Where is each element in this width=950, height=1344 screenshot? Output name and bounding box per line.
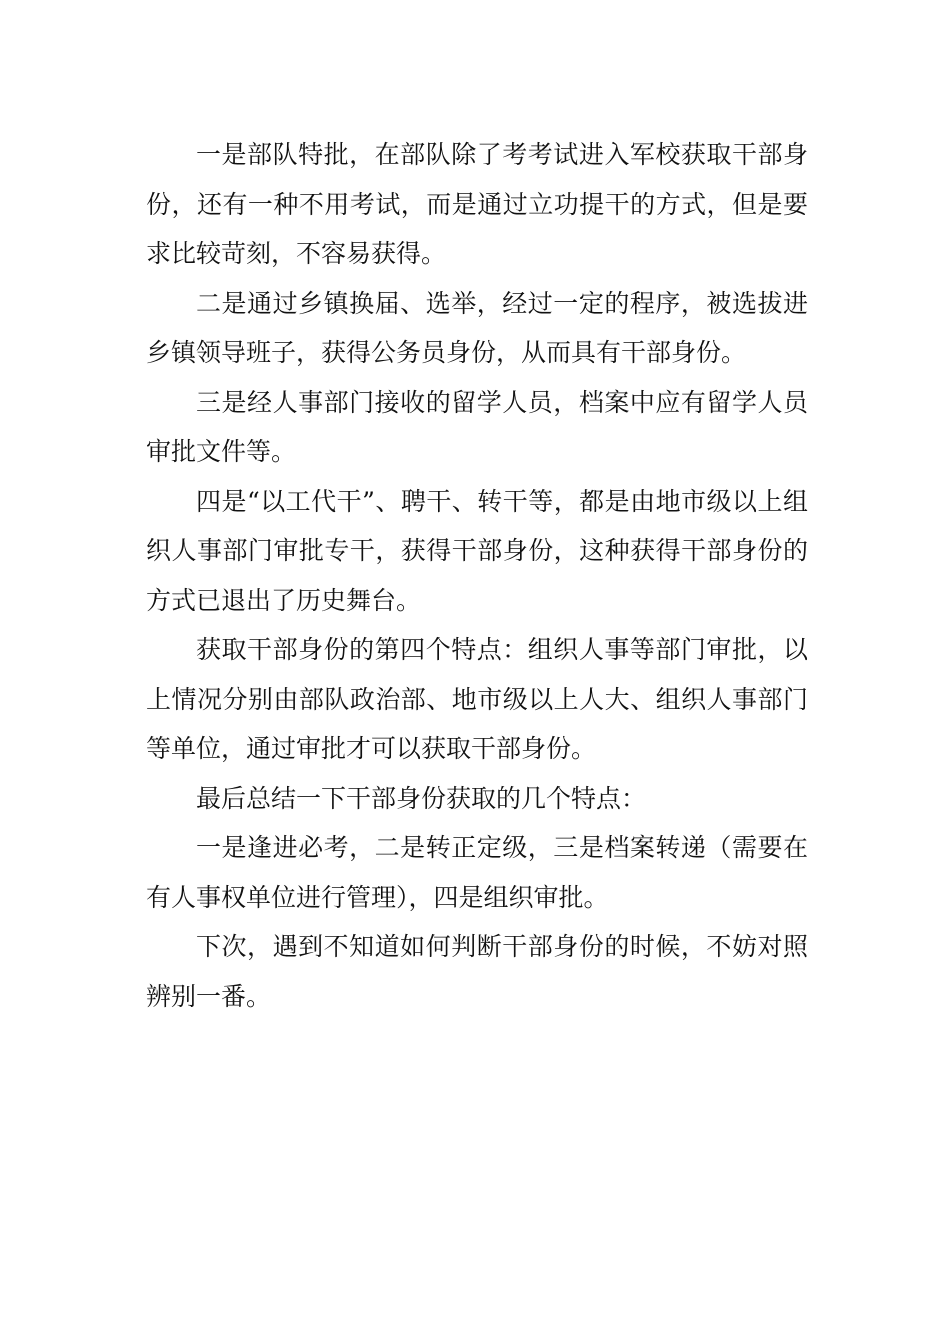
paragraph-2: 二是通过乡镇换届、选举，经过一定的程序，被选拔进乡镇领导班子，获得公务员身份，从而具有干部身份。 (146, 288, 808, 367)
paragraph-7: 一是逢进必考，二是转正定级，三是档案转递（需要在有人事权单位进行管理），四是组织审批。 (146, 833, 808, 912)
paragraph-4: 四是“以工代干”、聘干、转干等，都是由地市级以上组织人事部门审批专干，获得干部身份，这种获得干部身份的方式已退出了历史舞台。 (146, 486, 808, 615)
paragraph-8: 下次，遇到不知道如何判断干部身份的时候，不妨对照辨别一番。 (146, 932, 808, 1011)
paragraph-3: 三是经人事部门接收的留学人员，档案中应有留学人员审批文件等。 (146, 387, 808, 466)
document-body (146, 130, 808, 1021)
paragraph-5: 获取干部身份的第四个特点：组织人事等部门审批，以上情况分别由部队政治部、地市级以上人大、组织人事部门等单位，通过审批才可以获取干部身份。 (146, 635, 808, 763)
paragraph-1: 一是部队特批，在部队除了考考试进入军校获取干部身份，还有一种不用考试，而是通过立功提干的方式，但是要求比较苛刻，不容易获得。 (146, 140, 808, 268)
paragraph-6: 最后总结一下干部身份获取的几个特点： (196, 783, 647, 813)
